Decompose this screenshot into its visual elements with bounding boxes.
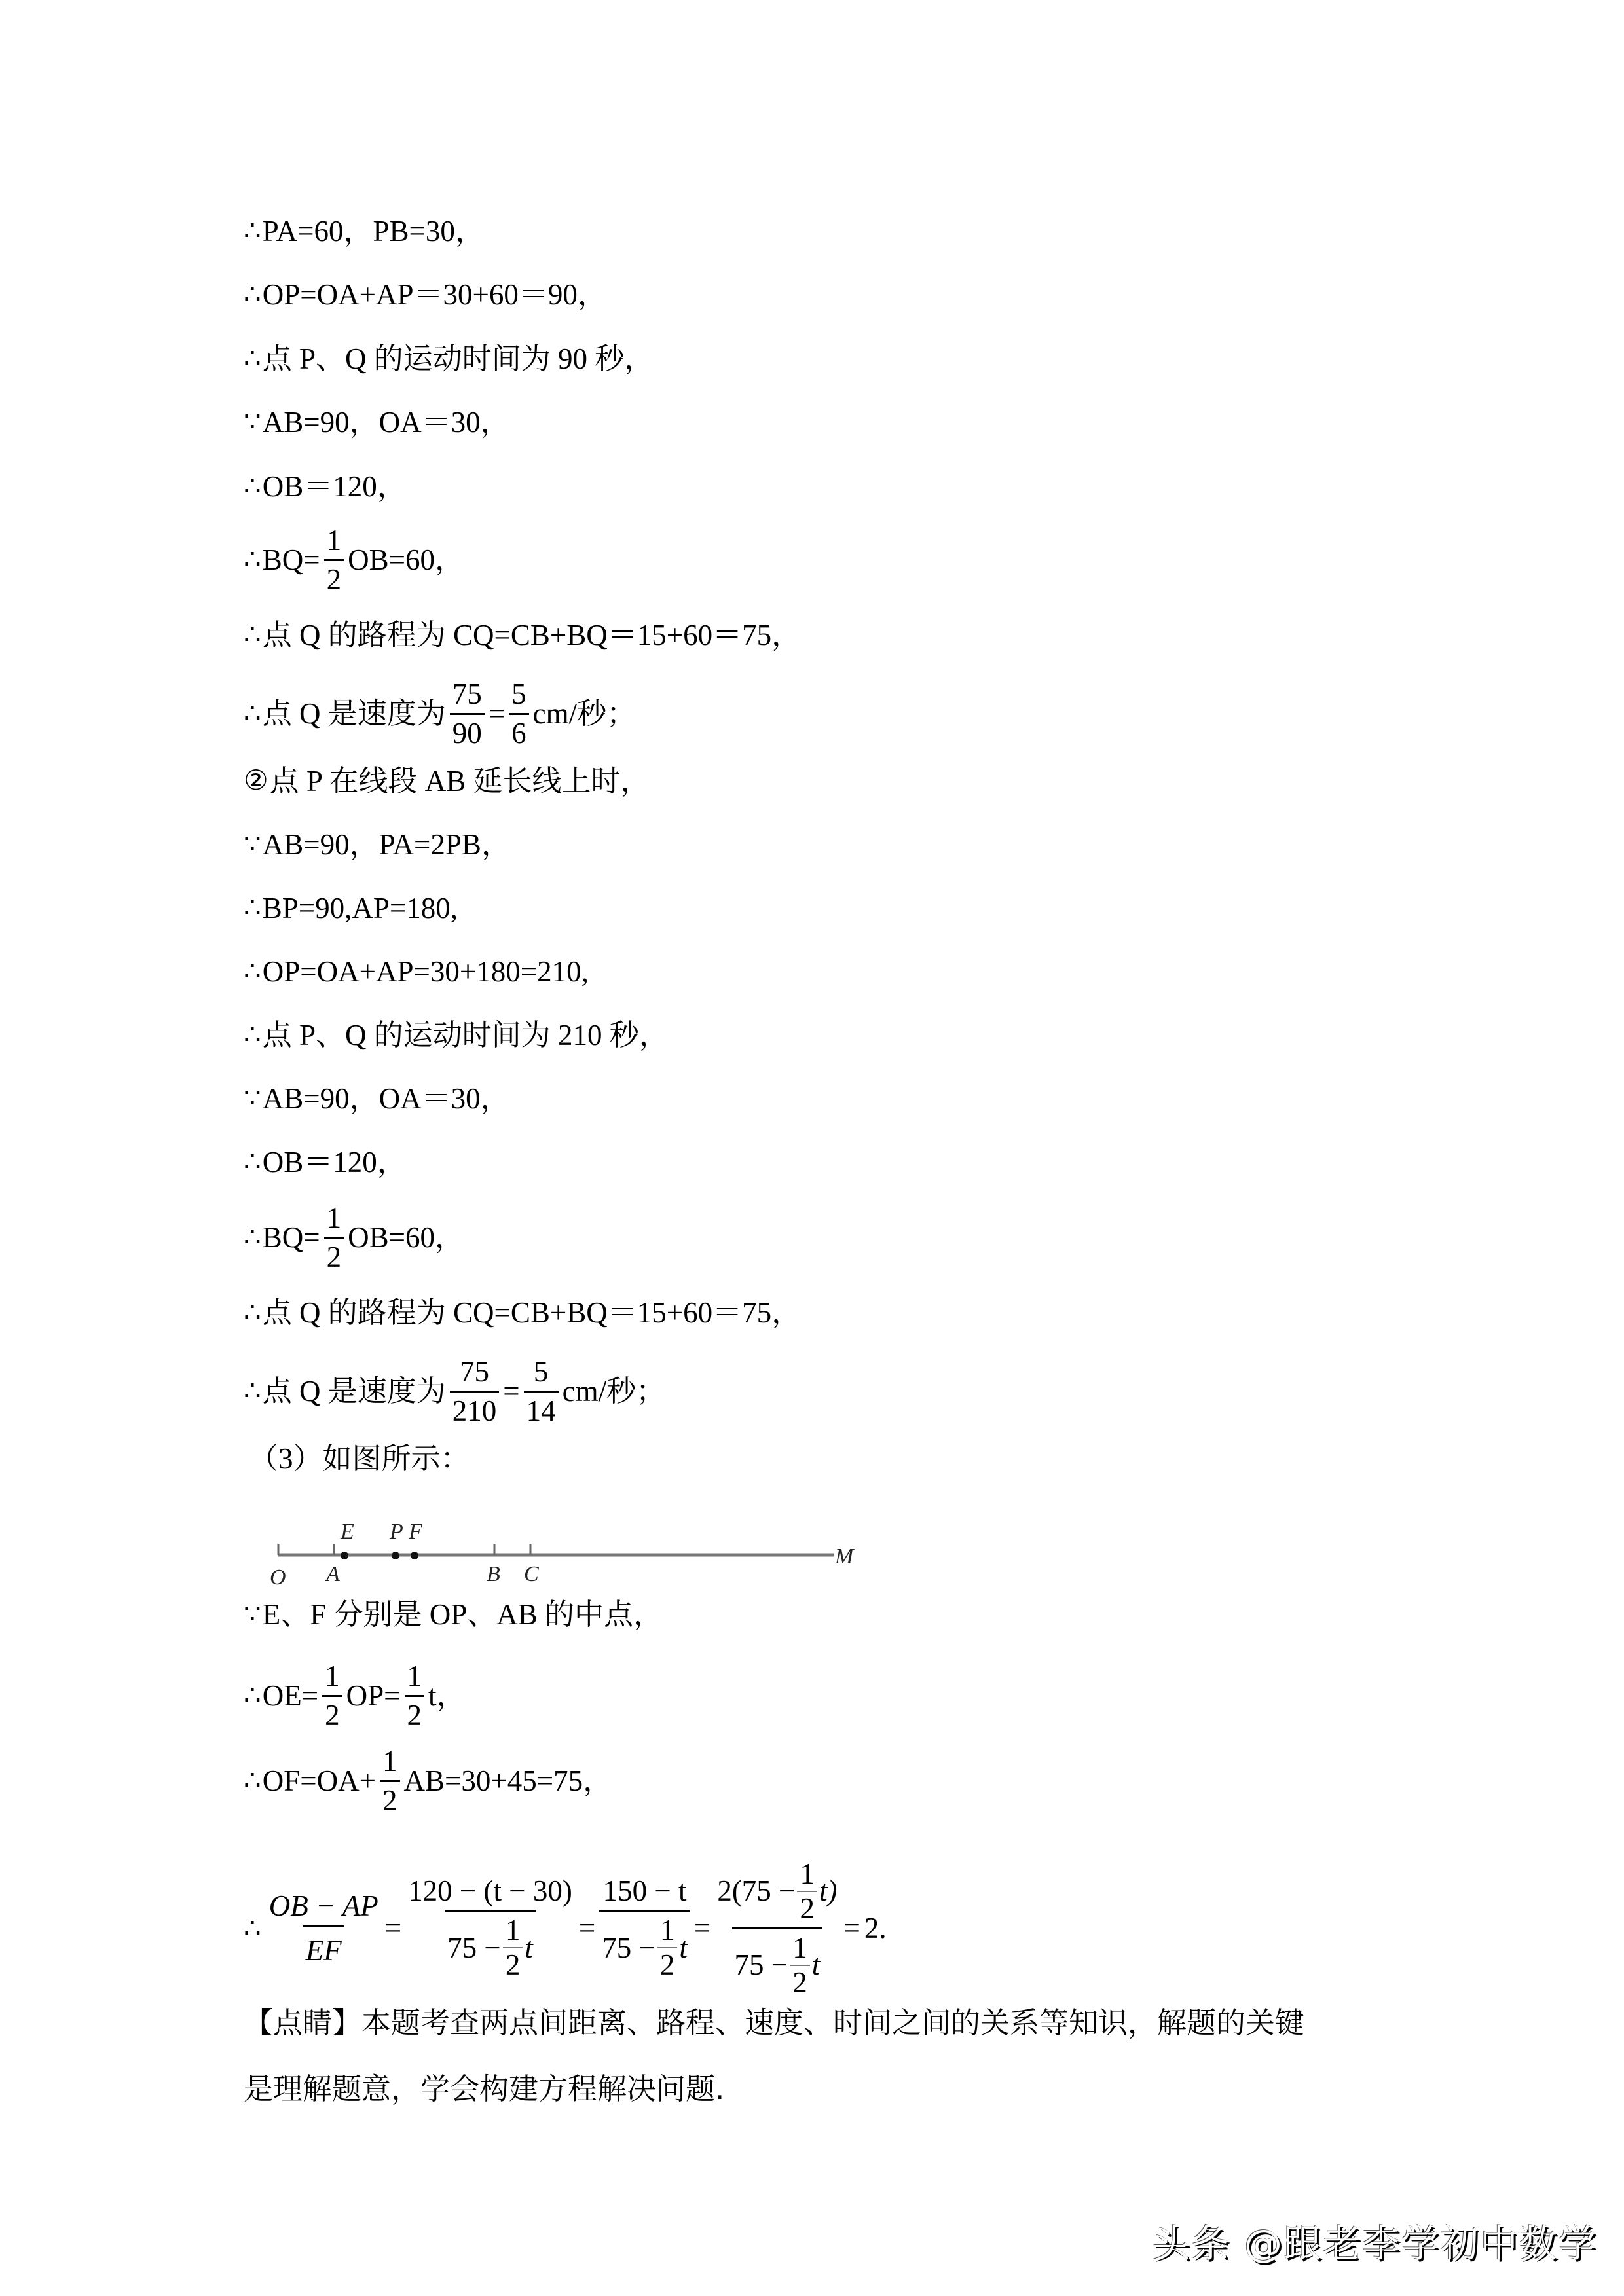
line-text: OP=OA+AP=30+180=210, xyxy=(262,955,589,988)
line-text: AB=90，OA＝30， xyxy=(262,1082,510,1115)
line-text: OB=60， xyxy=(348,1221,465,1254)
denominator: 2 xyxy=(657,1947,678,1980)
numerator: 75 xyxy=(452,677,482,710)
numerator xyxy=(714,1859,840,1927)
numerator: 1 xyxy=(792,1931,807,1964)
therefore-symbol: ∴ xyxy=(244,1020,261,1050)
half-fraction xyxy=(657,1916,678,1980)
therefore-symbol: ∴ xyxy=(244,699,261,729)
solution-line xyxy=(244,671,636,756)
therefore-symbol: ∴ xyxy=(244,471,261,501)
half-fraction xyxy=(503,1916,523,1980)
solution-line xyxy=(244,890,458,926)
label-M: M xyxy=(835,1544,854,1569)
half-fraction xyxy=(797,1859,817,1923)
line-text: BP=90,AP=180, xyxy=(262,892,458,924)
point-P-dot xyxy=(392,1552,399,1559)
fraction xyxy=(450,1357,500,1426)
therefore-symbol: ∴ xyxy=(244,1222,261,1252)
label-A: A xyxy=(326,1562,340,1586)
line-text: 点 P、Q 的运动时间为 210 秒， xyxy=(262,1019,669,1051)
fraction xyxy=(324,1203,344,1272)
fraction-step-3 xyxy=(599,1876,690,1980)
solution-line xyxy=(244,1656,466,1735)
therefore-symbol: ∴ xyxy=(244,1681,261,1711)
fraction xyxy=(450,677,485,750)
denominator: 2 xyxy=(322,1695,342,1730)
label-B: B xyxy=(487,1562,500,1586)
fraction xyxy=(405,1659,425,1732)
solution-line xyxy=(244,1195,464,1280)
solution-line xyxy=(244,1349,665,1434)
line-text: 点 Q 的路程为 CQ=CB+BQ＝15+60＝75， xyxy=(262,619,802,651)
label-P: P xyxy=(390,1520,403,1544)
denominator: 90 xyxy=(450,713,485,748)
numerator: 150 − t xyxy=(602,1874,687,1907)
solution-line xyxy=(244,276,607,313)
final-equation xyxy=(244,1853,887,2003)
denominator: 2 xyxy=(324,559,344,594)
variable-t: t xyxy=(679,1931,688,1964)
solution-line xyxy=(244,826,511,863)
line-text: cm/秒； xyxy=(562,1375,666,1408)
solution-line xyxy=(244,1741,612,1820)
fraction xyxy=(324,523,344,596)
comment-line-2: 是理解题意，学会构建方程解决问题. xyxy=(244,2071,725,2106)
line-text: BQ= xyxy=(262,1221,320,1254)
numerator: 1 xyxy=(325,1659,340,1692)
denominator: 2 xyxy=(324,1237,344,1272)
denominator xyxy=(599,1910,690,1980)
solution-line xyxy=(244,468,407,505)
therefore-symbol: ∴ xyxy=(244,1914,261,1944)
line-text: 点 Q 是速度为 xyxy=(262,697,446,730)
denominator: EF xyxy=(303,1925,344,1965)
solution-line xyxy=(244,1080,510,1117)
solution-line xyxy=(244,1144,407,1180)
equals-sign: = xyxy=(578,1912,596,1944)
numerator: OB − AP xyxy=(268,1889,378,1922)
therefore-symbol: ∴ xyxy=(244,1147,261,1177)
line-text: E、F 分别是 OP、AB 的中点， xyxy=(262,1598,663,1631)
variable-t: t xyxy=(525,1931,533,1964)
watermark: 头条 @跟老李学初中数学 xyxy=(1152,2221,1598,2266)
denominator: 2 xyxy=(797,1891,817,1923)
fraction xyxy=(322,1659,342,1732)
solution-line xyxy=(244,1294,801,1331)
label-O: O xyxy=(270,1565,286,1590)
line-text: AB=90，OA＝30， xyxy=(262,406,510,439)
fraction xyxy=(380,1744,400,1817)
equals-sign: = xyxy=(693,1912,711,1944)
denominator xyxy=(445,1910,536,1980)
denominator: 14 xyxy=(524,1391,559,1426)
num-text: 2(75 − xyxy=(717,1874,796,1907)
denominator: 2 xyxy=(380,1780,400,1815)
numerator: 1 xyxy=(407,1659,422,1692)
line-text: OE= xyxy=(262,1679,319,1712)
variable-t: t) xyxy=(819,1874,838,1907)
numerator: 1 xyxy=(382,1744,397,1777)
solution-line xyxy=(244,617,801,653)
therefore-symbol: ∴ xyxy=(244,280,261,310)
den-text: 75 − xyxy=(447,1931,501,1964)
numerator: 75 xyxy=(459,1355,489,1388)
therefore-symbol: ∴ xyxy=(244,545,261,575)
numerator: 1 xyxy=(800,1857,815,1890)
therefore-symbol: ∴ xyxy=(244,620,261,650)
line-text: OB＝120， xyxy=(262,470,407,503)
denominator xyxy=(732,1927,823,1997)
solution-line xyxy=(244,517,464,602)
den-text: 75 − xyxy=(602,1931,655,1964)
label-F: F xyxy=(409,1520,422,1544)
den-text: 75 − xyxy=(734,1948,788,1981)
line-text: t， xyxy=(428,1679,466,1712)
numerator: 1 xyxy=(659,1914,675,1946)
numerator: 1 xyxy=(326,523,342,556)
numerator: 1 xyxy=(326,1201,342,1234)
denominator: 6 xyxy=(509,713,529,748)
line-text: 点 P、Q 的运动时间为 90 秒， xyxy=(262,342,654,375)
equals-sign: = xyxy=(488,697,506,730)
solution-line xyxy=(244,340,654,377)
solution-line xyxy=(244,1017,669,1053)
numerator: 1 xyxy=(505,1914,521,1946)
denominator: 2 xyxy=(790,1965,810,1997)
because-symbol: ∵ xyxy=(244,407,261,437)
line-text: OP= xyxy=(346,1679,401,1712)
fraction-ob-ap-over-ef xyxy=(267,1891,381,1965)
fraction xyxy=(509,677,529,750)
label-E: E xyxy=(341,1520,354,1544)
therefore-symbol: ∴ xyxy=(244,216,261,246)
line-text: 点 P 在线段 AB 延长线上时， xyxy=(269,765,650,797)
solution-line xyxy=(244,1596,663,1633)
therefore-symbol: ∴ xyxy=(244,957,261,987)
because-symbol: ∵ xyxy=(244,1084,261,1114)
line-text: 点 Q 是速度为 xyxy=(262,1375,446,1408)
line-text: （3）如图所示： xyxy=(249,1442,470,1475)
therefore-symbol: ∴ xyxy=(244,1376,261,1406)
number-line-diagram xyxy=(262,1493,884,1591)
denominator: 2 xyxy=(503,1947,523,1980)
line-text: AB=30+45=75， xyxy=(403,1764,613,1797)
fraction-step-4 xyxy=(714,1859,840,1997)
therefore-symbol: ∴ xyxy=(244,1298,261,1328)
denominator: 2 xyxy=(405,1695,425,1730)
result-value: 2 xyxy=(864,1912,879,1944)
equals-sign: = xyxy=(503,1375,520,1408)
line-text: OB＝120， xyxy=(262,1146,407,1178)
therefore-symbol: ∴ xyxy=(244,893,261,923)
comment-line-1: 【点睛】本题考查两点间距离、路程、速度、时间之间的关系等知识，解题的关键 xyxy=(244,2005,1305,2040)
numerator: 120 − (t − 30) xyxy=(408,1874,572,1907)
circled-two: ② xyxy=(244,766,268,796)
line-text: 点 Q 的路程为 CQ=CB+BQ＝15+60＝75， xyxy=(262,1296,802,1329)
equals-sign: = xyxy=(384,1912,402,1944)
because-symbol: ∵ xyxy=(244,1599,261,1630)
point-E-dot xyxy=(341,1552,348,1559)
therefore-symbol: ∴ xyxy=(244,1766,261,1796)
line-text: OF=OA+ xyxy=(262,1764,377,1797)
label-C: C xyxy=(524,1562,539,1586)
line-text: AB=90，PA=2PB， xyxy=(262,828,511,861)
equals-sign: = xyxy=(843,1912,860,1944)
line-text: PA=60，PB=30， xyxy=(262,215,485,247)
section-heading xyxy=(249,1440,470,1477)
line-text: cm/秒； xyxy=(532,697,637,730)
fraction-step-2 xyxy=(405,1876,575,1980)
solution-line xyxy=(244,953,589,990)
point-F-dot xyxy=(411,1552,418,1559)
denominator: 210 xyxy=(450,1391,500,1426)
half-fraction xyxy=(790,1933,810,1997)
numerator: 5 xyxy=(533,1355,549,1388)
line-text: OB=60， xyxy=(348,543,465,576)
therefore-symbol: ∴ xyxy=(244,344,261,374)
solution-line xyxy=(244,213,485,249)
line-text: BQ= xyxy=(262,543,320,576)
fraction xyxy=(524,1357,559,1426)
solution-line xyxy=(244,404,510,441)
variable-t: t xyxy=(811,1948,821,1981)
period: . xyxy=(879,1912,887,1944)
because-symbol: ∵ xyxy=(244,829,261,860)
solution-line xyxy=(244,763,650,799)
numerator: 5 xyxy=(511,677,526,710)
line-text: OP=OA+AP＝30+60＝90， xyxy=(262,278,607,311)
